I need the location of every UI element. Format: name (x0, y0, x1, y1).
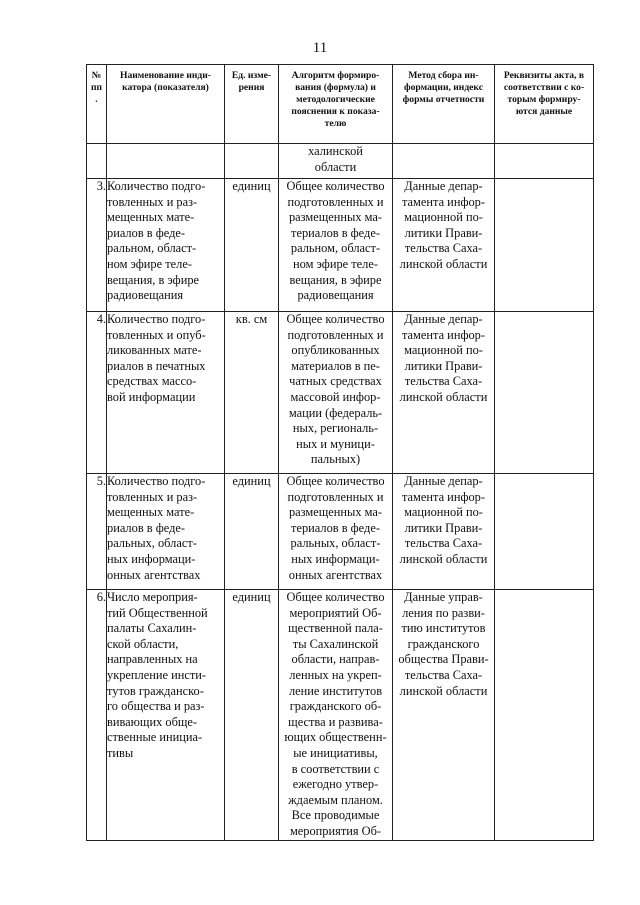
text-line: мероприятия Об- (289, 823, 382, 838)
text-line: методологические (296, 94, 375, 105)
text-line: Ед. изме- (231, 70, 272, 81)
text-line: Общее количество (286, 179, 385, 193)
text-line: риалов в феде- (107, 520, 186, 535)
text-line: мещенных мате- (107, 210, 195, 225)
text-line: Общее количество (286, 590, 385, 604)
text-line: средствах массо- (107, 374, 197, 389)
text-line: Данные депар- (404, 179, 483, 193)
unit-of-measure: единиц (225, 179, 279, 312)
text-line: соответствии с ко- (503, 82, 585, 93)
text-line: тамента инфор- (401, 327, 485, 342)
text-line: Количество подго- (107, 312, 206, 326)
text-line: опубликованных (291, 343, 380, 358)
text-line: литики Прави- (404, 358, 483, 373)
row-number: 5. (87, 474, 107, 590)
text-line: Общее количество (286, 312, 385, 326)
text-line: ных и муници- (296, 436, 375, 451)
indicators-table (86, 64, 594, 841)
table-row (87, 474, 594, 590)
text-line: онных агентствах (288, 567, 383, 582)
text-line: направленных на (107, 652, 198, 667)
row-number: 4. (87, 312, 107, 474)
text-line: формы отчетности (402, 94, 485, 105)
text-line: товленных и раз- (107, 194, 198, 209)
text-line: Наименование инди- (120, 70, 211, 81)
text-line: литики Прави- (404, 520, 483, 535)
text-line: вания (формула) и (295, 82, 376, 93)
algorithm-description (279, 590, 393, 841)
text-line: ральном, област- (107, 241, 197, 256)
text-line: Общее количество (286, 474, 385, 488)
text-line: Данные депар- (404, 312, 483, 326)
text-line: тельства Саха- (404, 667, 483, 682)
header-name (107, 65, 225, 144)
page-number: 11 (312, 40, 328, 56)
text-line: мационной по- (404, 505, 483, 520)
table-row (87, 312, 594, 474)
act-requisites (495, 474, 594, 590)
text-line: вивающих обще- (107, 714, 198, 729)
text-line: териалов в феде- (291, 225, 380, 240)
text-line: ральных, област- (107, 536, 197, 551)
text-line: гражданского об- (289, 699, 382, 714)
unit-of-measure: кв. см (225, 312, 279, 474)
indicator-name (107, 179, 225, 312)
text-line: ются данные (515, 106, 573, 117)
header-algorithm (279, 65, 393, 144)
text-line: ждаемым планом. (288, 792, 383, 807)
text-line: линской области (399, 256, 488, 271)
act-requisites (495, 144, 594, 179)
text-line: линской области (399, 551, 488, 566)
table-row (87, 590, 594, 841)
text-line: пальных) (310, 452, 361, 467)
text-line: линской области (399, 389, 488, 404)
collection-method (393, 590, 495, 841)
text-line: щественной пала- (288, 621, 383, 636)
header-row (87, 65, 594, 144)
text-line: подготовленных и (287, 327, 384, 342)
text-line: Данные депар- (404, 474, 483, 488)
text-line: торым формиру- (507, 94, 581, 105)
indicator-name (107, 474, 225, 590)
text-line: халинской (308, 144, 363, 158)
text-line: ление институтов (288, 683, 383, 698)
text-line: мационной по- (404, 210, 483, 225)
text-line: ленных на укреп- (289, 667, 382, 682)
text-line: формации, индекс (404, 82, 483, 93)
text-line: тельства Саха- (404, 536, 483, 551)
text-line: тамента инфор- (401, 489, 485, 504)
text-line: ном эфире теле- (293, 256, 378, 271)
text-line: Количество подго- (107, 474, 206, 488)
text-line: чатных средствах (289, 374, 382, 389)
text-line: ликованных мате- (107, 343, 202, 358)
algorithm-description (279, 474, 393, 590)
text-line: области (314, 159, 357, 174)
unit-of-measure: единиц (225, 590, 279, 841)
text-line: катора (показателя) (122, 82, 209, 93)
collection-method (393, 312, 495, 474)
text-line: подготовленных и (287, 194, 384, 209)
text-line: товленных и опуб- (107, 327, 206, 342)
text-line: ном эфире теле- (107, 256, 192, 271)
text-line: мационной по- (404, 343, 483, 358)
unit-of-measure (225, 144, 279, 179)
text-line: тамента инфор- (401, 194, 485, 209)
text-line: вещания, в эфире (289, 272, 382, 287)
text-line: ления по разви- (402, 605, 485, 620)
text-line: ежегодно утвер- (292, 777, 379, 792)
text-line: Реквизиты акта, в (503, 70, 585, 81)
text-line: тельства Саха- (404, 374, 483, 389)
collection-method (393, 474, 495, 590)
text-line: гражданского (407, 636, 480, 651)
header-requisites (495, 65, 594, 144)
table-row (87, 179, 594, 312)
algorithm-description (279, 144, 393, 179)
indicator-name (107, 590, 225, 841)
text-line: щества и развива- (288, 714, 383, 729)
text-line: ральном, област- (290, 241, 381, 256)
text-line: мации (федераль- (288, 405, 383, 420)
text-line: радиовещания (297, 288, 374, 303)
text-line: Метод сбора ин- (408, 70, 479, 81)
text-line: тутов гражданско- (107, 683, 204, 698)
text-line: укрепление инсти- (107, 667, 207, 682)
indicator-name (107, 144, 225, 179)
text-line: ственные инициа- (107, 730, 203, 745)
text-line: онных агентствах (107, 567, 201, 582)
text-line: риалов в печатных (107, 358, 206, 373)
text-line: мероприятий Об- (289, 605, 382, 620)
text-line: го общества и раз- (107, 699, 205, 714)
text-line: ые инициативы, (293, 745, 378, 760)
text-line: общества Прави- (398, 652, 489, 667)
unit-of-measure: единиц (225, 474, 279, 590)
table-row (87, 144, 594, 179)
header-num (87, 65, 107, 144)
text-line: териалов в феде- (291, 520, 380, 535)
row-number (87, 144, 107, 179)
text-line: ных информаци- (107, 551, 196, 566)
text-line: Данные управ- (404, 590, 483, 604)
text-line: ты Сахалинской (292, 636, 379, 651)
text-line: . (95, 94, 98, 105)
algorithm-description (279, 312, 393, 474)
collection-method (393, 144, 495, 179)
text-line: пп (90, 82, 103, 93)
collection-method (393, 179, 495, 312)
text-line: товленных и раз- (107, 489, 198, 504)
text-line: Все проводимые (291, 808, 380, 823)
text-line: № (91, 70, 102, 81)
text-line: вой информации (107, 389, 196, 404)
text-line: подготовленных и (287, 489, 384, 504)
text-line: Алгоритм формиро- (291, 70, 380, 81)
text-line: тий Общественной (107, 605, 208, 620)
algorithm-description (279, 179, 393, 312)
text-line: литики Прави- (404, 225, 483, 240)
act-requisites (495, 590, 594, 841)
text-line: материалов в пе- (291, 358, 380, 373)
header-unit (225, 65, 279, 144)
text-line: радиовещания (107, 288, 184, 303)
text-line: телю (324, 118, 347, 129)
text-line: ных информаци- (291, 551, 380, 566)
text-line: тельства Саха- (404, 241, 483, 256)
row-number: 3. (87, 179, 107, 312)
text-line: Число мероприя- (107, 590, 198, 604)
text-line: ральных, област- (290, 536, 381, 551)
text-line: тию институтов (401, 621, 486, 636)
text-line: ющих общественн- (284, 730, 387, 745)
text-line: пояснения к показа- (291, 106, 380, 117)
text-line: вещания, в эфире (107, 272, 200, 287)
text-line: размещенных ма- (288, 210, 383, 225)
text-line: размещенных ма- (288, 505, 383, 520)
text-line: ных, региональ- (292, 421, 379, 436)
header-method (393, 65, 495, 144)
text-line: ской области, (107, 636, 179, 651)
text-line: области, направ- (291, 652, 380, 667)
text-line: палаты Сахалин- (107, 621, 197, 636)
text-line: в соответствии с (291, 761, 380, 776)
text-line: риалов в феде- (107, 225, 186, 240)
text-line: Количество подго- (107, 179, 206, 193)
text-line: массовой инфор- (290, 389, 381, 404)
act-requisites (495, 312, 594, 474)
act-requisites (495, 179, 594, 312)
text-line: тивы (107, 745, 134, 760)
text-line: рения (238, 82, 265, 93)
text-line: мещенных мате- (107, 505, 195, 520)
row-number: 6. (87, 590, 107, 841)
text-line: линской области (399, 683, 488, 698)
indicator-name (107, 312, 225, 474)
